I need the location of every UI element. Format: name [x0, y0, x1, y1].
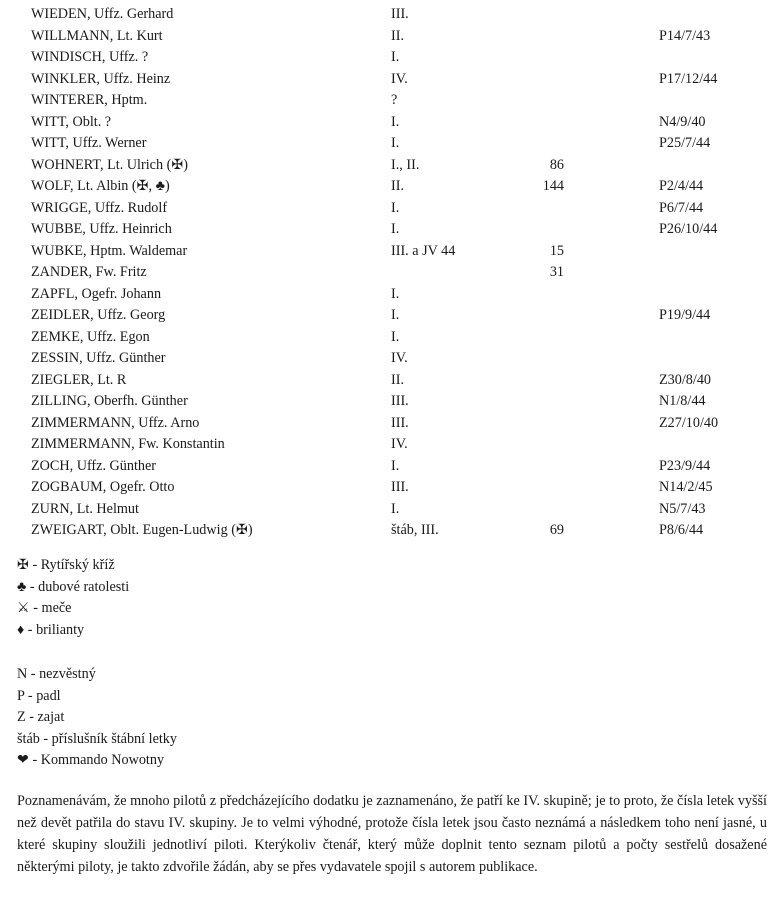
pilot-name: WILLMANN, Lt. Kurt: [31, 27, 163, 44]
table-row: [0, 112, 776, 134]
pilot-fate: N14/2/45: [659, 479, 713, 495]
pilot-group: IV.: [391, 436, 408, 452]
table-row: [0, 262, 776, 284]
decoration-legend: [17, 555, 129, 641]
pilot-fate: P26/10/44: [659, 221, 718, 237]
pilot-group: I.: [391, 135, 400, 151]
pilot-fate: Z30/8/40: [659, 371, 712, 388]
pilot-kills: 69: [549, 522, 564, 538]
table-row: [0, 370, 776, 392]
code-legend: [17, 664, 177, 772]
legend-text: - Kommando Nowotny: [28, 752, 165, 768]
table-row: [0, 499, 776, 521]
pilot-name: WUBKE, Hptm. Waldemar: [31, 242, 188, 259]
pilot-name: ZIMMERMANN, Uffz. Arno: [31, 414, 200, 431]
table-row: [0, 284, 776, 306]
pilot-fate: N4/9/40: [659, 113, 706, 130]
pilot-fate: P6/7/44: [659, 199, 704, 216]
pilot-name: ZOCH, Uffz. Günther: [31, 457, 157, 474]
pilot-group: IV.: [391, 350, 408, 366]
closing-note-paragraph: Poznamenávám, že mnoho pilotů z předcházejícího dodatku je zaznamenáno, že patří ke IV. skupině; je to proto, že čísla letek vyšší než devět patřila do stavu IV. skupiny. Je to velmi výhodné, protože čísla letek jsou často neznámá a následkem toho není jasné, u které skupiny sloužili jednotliví piloti. Kterýkoliv čtenář, který může doplnit tento seznam pilotů a počty sestřelů dosažené některými piloty, je takto zdvořile žádán, aby se přes vydavatele spojil s autorem publikace.: [17, 793, 767, 875]
legend-symbol: ❤: [17, 752, 29, 768]
pilot-name: WINKLER, Uffz. Heinz: [31, 70, 171, 87]
legend-text: - brilianty: [24, 621, 85, 638]
pilot-kills: 86: [549, 156, 564, 173]
pilot-name: ZESSIN, Uffz. Günther: [31, 350, 166, 366]
pilot-name: WINDISCH, Uffz. ?: [31, 49, 149, 65]
pilot-fate: N5/7/43: [659, 500, 706, 517]
pilot-name: WINTERER, Hptm.: [31, 92, 148, 108]
pilot-kills: 31: [549, 264, 564, 280]
pilot-kills: 15: [549, 242, 564, 259]
legend-symbol: N: [17, 666, 28, 682]
pilot-name: ZAPFL, Ogefr. Johann: [31, 285, 162, 302]
pilot-name: ZANDER, Fw. Fritz: [31, 264, 147, 280]
pilot-fate: P2/4/44: [659, 178, 704, 194]
pilot-fate: P17/12/44: [659, 70, 718, 87]
pilot-name: WITT, Uffz. Werner: [31, 135, 147, 151]
legend-text: - dubové ratolesti: [26, 578, 130, 595]
legend-symbol: ⚔: [17, 600, 30, 616]
pilot-group: I.: [391, 307, 400, 323]
pilot-name: ZURN, Lt. Helmut: [31, 500, 139, 517]
pilot-name: ZILLING, Oberfh. Günther: [31, 393, 188, 409]
pilot-name: WITT, Oblt. ?: [31, 113, 112, 130]
pilot-kills: 144: [542, 178, 564, 194]
table-row: [0, 477, 776, 499]
table-row: [0, 434, 776, 456]
legend-text: - meče: [29, 600, 72, 616]
legend-item: [17, 555, 129, 577]
legend-text: - Rytířský kříž: [28, 557, 115, 573]
pilot-group: II.: [391, 27, 404, 44]
pilot-name: ZOGBAUM, Ogefr. Otto: [31, 479, 175, 495]
pilot-group: I., II.: [391, 156, 420, 173]
pilot-name: ZIEGLER, Lt. R: [31, 371, 127, 388]
pilot-fate: Z27/10/40: [659, 414, 719, 431]
legend-text: - příslušník štábní letky: [39, 730, 177, 747]
pilot-name: ZIMMERMANN, Fw. Konstantin: [31, 436, 225, 452]
legend-text: - nezvěstný: [27, 666, 96, 682]
pilot-group: I.: [391, 285, 400, 302]
pilot-name: WOLF, Lt. Albin (✠, ♣): [31, 178, 170, 194]
pilot-group: I.: [391, 500, 400, 517]
table-row: [0, 155, 776, 177]
table-row: [0, 413, 776, 435]
pilot-group: ?: [391, 92, 398, 108]
table-row: [0, 198, 776, 220]
pilot-name: WUBBE, Uffz. Heinrich: [31, 221, 172, 237]
legend-symbol: Z: [17, 709, 26, 725]
pilot-group: III.: [391, 393, 409, 409]
table-row: [0, 241, 776, 263]
table-row: [0, 391, 776, 413]
pilot-group: III.: [391, 6, 409, 22]
pilot-name: WOHNERT, Lt. Ulrich (✠): [31, 156, 188, 173]
legend-item: [17, 750, 177, 772]
legend-item: [17, 664, 177, 686]
pilot-fate: N1/8/44: [659, 393, 706, 409]
legend-symbol: P: [17, 687, 25, 704]
legend-text: - zajat: [25, 709, 65, 725]
table-row: [0, 219, 776, 241]
legend-item: [17, 707, 177, 729]
table-row: [0, 305, 776, 327]
pilot-name: WRIGGE, Uffz. Rudolf: [31, 199, 168, 216]
legend-symbol: ♦: [17, 621, 25, 638]
pilot-group: IV.: [391, 70, 408, 87]
table-row: [0, 176, 776, 198]
legend-symbol: štáb: [17, 730, 40, 747]
legend-symbol: ✠: [17, 557, 29, 573]
pilot-group: I.: [391, 199, 400, 216]
legend-item: [17, 620, 129, 642]
legend-item: [17, 729, 177, 751]
pilot-group: I.: [391, 221, 400, 237]
pilot-group: štáb, III.: [391, 522, 439, 538]
table-row: [0, 456, 776, 478]
table-row: [0, 69, 776, 91]
legend-item: [17, 686, 177, 708]
pilot-fate: P19/9/44: [659, 307, 711, 323]
pilot-fate: P14/7/43: [659, 27, 711, 44]
legend-item: [17, 598, 129, 620]
pilot-group: I.: [391, 113, 400, 130]
pilot-fate: P8/6/44: [659, 522, 704, 538]
legend-item: [17, 577, 129, 599]
table-row: [0, 47, 776, 69]
legend-text: - padl: [24, 687, 61, 704]
table-row: [0, 520, 776, 542]
pilot-name: ZEIDLER, Uffz. Georg: [31, 307, 166, 323]
pilot-group: I.: [391, 49, 400, 65]
pilot-group: III.: [391, 479, 409, 495]
pilot-name: WIEDEN, Uffz. Gerhard: [31, 6, 174, 22]
pilot-group: III. a JV 44: [391, 242, 456, 259]
pilot-name: ZEMKE, Uffz. Egon: [31, 328, 150, 345]
pilot-group: II.: [391, 371, 404, 388]
pilot-group: II.: [391, 178, 404, 194]
pilot-group: I.: [391, 457, 400, 474]
pilot-roster-table: [0, 4, 776, 542]
pilot-group: III.: [391, 414, 409, 431]
table-row: [0, 90, 776, 112]
table-row: [0, 348, 776, 370]
legend-symbol: ♣: [17, 578, 27, 595]
pilot-name: ZWEIGART, Oblt. Eugen-Ludwig (✠): [31, 522, 253, 538]
pilot-fate: P25/7/44: [659, 135, 711, 151]
pilot-fate: P23/9/44: [659, 457, 711, 474]
table-row: [0, 327, 776, 349]
table-row: [0, 133, 776, 155]
pilot-group: I.: [391, 328, 400, 345]
table-row: [0, 26, 776, 48]
table-row: [0, 4, 776, 26]
